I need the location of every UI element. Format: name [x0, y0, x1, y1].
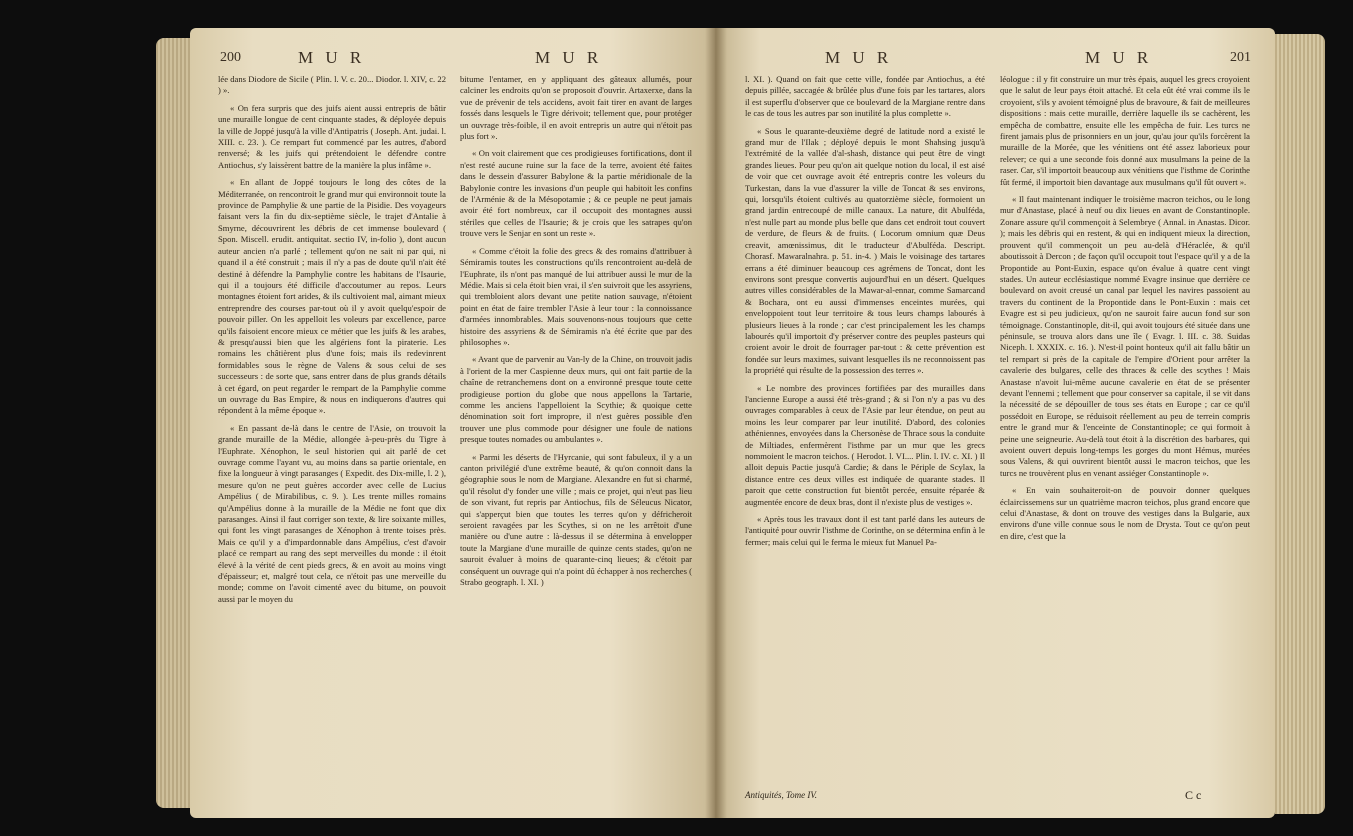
paragraph: lée dans Diodore de Sicile ( Plin. l. V. c. 20... Diodor. l. XIV, c. 22 ) ». — [218, 74, 446, 96]
left-page-column-2 — [460, 74, 692, 594]
paragraph: « En allant de Joppé toujours le long des côtes de la Méditerranée, on rencontroit le grand mur qui environnoit toute la province de Pamphylie & une partie de la Pisidie. Des voyageurs faisant vers la fin du dix-septième siècle, le trajet d'Antalie à Smyrne, découvrirent les débris de cet immense boulevard ( Spon. Miscell. erudit. antiquitat. sectio IV, in-folio ), dont aucun auteur ancien n'a parlé ; tellement qu'on ne sait ni par qui, ni quand il a été construit ; mais il n'y a pas de doute qu'il n'ait été destiné à défendre la Pamphylie contre les habitans de l'Isaurie, qui il a toujours été difficile d'accoutumer au repos. Leurs montagnes étoient fort arides, & ils cultivoient mal, aimant mieux entreprendre des courses par-tout où il y avoit quelqu'espoir de pouvoir piller. On les appelloit les voleurs par excellence, parce qu'ils faisoient encore mieux ce métier que les juifs & les arabes, & presqu'aussi bien que les algériens font la piraterie. Les romains les châtièrent plus d'une fois; mais ils redevinrent formidables sous le règne de Valens & sous celui de ses successeurs : de sorte que, sans entrer dans de plus grands détails à cet égard, on peut regarder le rempart de la Pamphylie comme un ouvrage du Bas Empire, & nous en indiquerons d'autres qui répondent à la même époque ». — [218, 177, 446, 416]
running-head-right-col2: M U R — [1085, 48, 1153, 67]
running-head-left-col2: M U R — [535, 48, 603, 67]
left-page-edges — [156, 38, 190, 808]
paragraph: bitume l'entamer, en y appliquant des gâteaux allumés, pour calciner les endroits qu'on se proposoit d'ouvrir. Artaxerxe, dans la vue de prévenir de tels accidens, avoit fait tirer en avant de larges fossés dans lesquels le Tigre dérivoit; tellement que, pour protéger un ouvrage très-foible, il en avoit entrepris un autre qui n'étoit pas plus fort ». — [460, 74, 692, 142]
paragraph: l. XI. ). Quand on fait que cette ville, fondée par Antiochus, a été depuis pillée, saccagée & brûlée plus d'une fois par les tartares, alors il est superflu d'observer que ce boulevard de la Margiane rentre dans le cas de tous les autres par son inutilité la plus complette ». — [745, 74, 985, 119]
paragraph: « Il faut maintenant indiquer le troisième macron teichos, ou le long mur d'Anastase, placé à neuf ou dix lieues en avant de Constantinople. Zonare assure qu'il commençoit à Selembrye ( Annal. in Anastas. Dicor. ); mais les débris qui en restent, & qui en indiquent mieux la direction, prouvent qu'il commençoit un peu au-delà d'Héraclée, & qu'il aboutissoit à Dercon ; de façon qu'il occupoit tout l'espace qu'il y a de la Propontide au Pont-Euxin, espace qu'on évalue à quatre cent vingt stades. Un auteur ecclésiastique nommé Evagre insinue que derrière ce boulevard on avoit creusé un canal par lequel les navires passoient au travers du continent de la Propontide dans le Pont-Euxin : mais cet Evagre est si peu judicieux, qu'on ne sauroit faire aucun fond sur son témoignage. Constantinople, dit-il, qui avoit toujours été située dans une péninsule, se trouva alors dans une île ( Evagr. l. III. c. 38. Suidas Niceph. l. XXXIX. c. 16. ). N'est-il point honteux qu'il ait fallu bâtir un tel rempart si près de la capitale de l'empire d'Orient pour arrêter la cavalerie des bulgares, celle des thraces & celle des scythes ! Mais Anastase n'avoit lui-même aucune cavalerie en état de se présenter devant l'ennemi ; tellement que pour conserver sa capitale, il se vit dans la nécessité de se dépouiller de tous ses états en Europe ; car ce qu'il possédoit en Europe, se réduisoit réellement au peu de terrein compris entre le grand mur & l'enceinte de Constantinople; ce qui formoit à peine une seigneurie. Au-delà tout étoit à la discrétion des barbares, qui avoient ouvert depuis long-temps les gorges du mont Hémus, murées sous Valens, & qui ouvrirent bientôt aussi le macron teichos, que les turcs ne trouvèrent plus en venant assiéger Constantinople ». — [1000, 194, 1250, 478]
paragraph: « Le nombre des provinces fortifiées par des murailles dans l'ancienne Europe a aussi été très-grand ; & si l'on n'y a pas vu des ouvrages comparables à ceux de l'Asie par leur étendue, on peut au moins les leur comparer par leur inutilité. D'abord, des colonies athéniennes, envoyées dans la Chersonèse de Thrace sous la conduite de Miltiades, enfermèrent l'isthme par un mur que les grecs nommoient le macron teichos. ( Herodot. l. VI.... Plin. l. IV. c. XI. ) Il alloit depuis Pactie jusqu'à Cardie; & dans le Périple de Scylax, la distance entre ces deux villes est indiquée de quarante stades. Il paroit que cette construction fut bientôt percée, ensuite réparée & augmentée encore de deux bras, dont il n'existe plus de vestiges ». — [745, 382, 985, 507]
running-head-right-col1: M U R — [825, 48, 893, 67]
left-page — [190, 28, 715, 818]
right-page-column-2 — [1000, 74, 1250, 548]
right-page-edges — [1275, 34, 1325, 814]
paragraph: « Après tous les travaux dont il est tant parlé dans les auteurs de l'antiquité pour ouvrir l'isthme de Corinthe, on se détermina enfin à le fermer; mais celui qui le ferma le mieux fut Manuel Pa- — [745, 514, 985, 547]
page-number-left: 200 — [220, 50, 241, 65]
paragraph: « Sous le quarante-deuxième degré de latitude nord a existé le grand mur de l'Ilak ; déployé depuis le mont Shahsing jusqu'à l'extrémité de la vallée d'al-shash, distance qui peut être de vingt grandes lieues. Pour peu qu'on ait quelque notion du local, il est aisé de voir que cet ouvrage avoit été entrepris contre les voleurs du Turkestan, dans la vue d'assurer la ville de Toncat & ses environs, qui, lorsqu'ils étoient cultivés au quatorzième siècle, formoient un grand jardin entrecoupé de mille canaux. La nature, dit Abulféda, n'est nulle part au monde plus belle que dans cet endroit tout couvert de verdure, de fleurs & de fruits. ( Locorum omnium quæ Deus creavit, amœnissimus, dit le traducteur d'Abulféda. Descript. Chorasf. Mawaralnahra. p. 51. in-4. ) Mais le voisinage des tartares errans a été diminuer beaucoup ces agrémens de Toncat, dont les environs sont presque convertis aujourd'hui en un désert. Quelques autres villes considérables de la Mawar-al-ennar, comme Samarcand & Bochara, ont eu aussi d'immenses enceintes murées, qui enveloppoient tout leur territoire & tous leurs champs labourés à plusieurs lieues à la ronde ; car c'est principalement les les champs labourés qu'il importoit d'y préserver contre des peuples pasteurs qui croient avoir le droit de fourrager par-tout : & cette prévention est fondée sur leurs maximes, suivant lesquelles ils ne reconnoissent pas la propriété qui résulte de la possession des terres ». — [745, 125, 985, 376]
open-book — [150, 28, 1330, 818]
paragraph: « En vain souhaiteroit-on de pouvoir donner quelques éclaircissemens sur un quatrième macron teichos, plus grand encore que celui d'Anastase, & dont on trouve des vestiges dans la Bulgarie, aux environs d'une ville connue sous le nom de Drysta. Tout ce qu'on peut en dire, c'est que la — [1000, 485, 1250, 541]
book-gutter — [705, 28, 727, 818]
right-page — [715, 28, 1275, 818]
paragraph: « Avant que de parvenir au Van-ly de la Chine, on trouvoit jadis à l'orient de la mer Caspienne deux murs, qui ont fait partie de la chaîne de retranchemens dont on a environné presque toute cette prodigieuse portion du globe que nous appellons la Tartarie, comme les anciens l'appelloient la Scythie; & quoique cette dénomination soit fort impropre, il n'est guères possible d'en trouver une plus commode pour désigner une foule de nations presque toutes nomades ou ambulantes ». — [460, 354, 692, 445]
running-head-left-col1: M U R — [298, 48, 366, 67]
paragraph: « Parmi les déserts de l'Hyrcanie, qui sont fabuleux, il y a un canton privilégié d'une extrême beauté, & qu'on connoit dans la géographie sous le nom de Margiane. Alexandre en fut si charmé, qu'il résolut d'y fonder une ville ; mais ce projet, qui n'eut pas lieu de son vivant, fut repris par Antiochus, fils de Séleucus Nicator, qui s'apperçut bien que toutes les terres qu'on y défricheroit seroient ravagées par les Scythes, si on ne les arrêtoit d'une manière ou d'une autre : là-dessus il se détermina à envelopper toute la Margiane d'une muraille de quinze cents stades, qu'on ne sauroit évaluer à moins de quarante-cinq lieues; & c'étoit par conséquent un ouvrage qui n'a point dû échapper à nos recherches ( Strabo geograph. l. XI. ) — [460, 451, 692, 588]
paragraph: « On voit clairement que ces prodigieuses fortifications, dont il n'est resté aucune ruine sur la face de la terre, avoient été faites dans le dessein d'assurer Babylone & la partie méridionale de la Babylonie contre les invasions d'un peuple qui habitoit les confins de l'Arménie & de la Mésopotamie ; & ce peuple ne peut jamais avoir été fort nombreux, car il occupoit des montagnes aussi stériles que celles de l'Isaurie; & je crois que les satrapes qu'on trouve vers le Senjar en sont un reste ». — [460, 148, 692, 239]
left-page-column-1 — [218, 74, 446, 611]
paragraph: « En passant de-là dans le centre de l'Asie, on trouvoit la grande muraille de la Médie, allongée à-peu-près du Tigre à l'Euphrate. Xénophon, le seul historien qui ait parlé de cet ouvrage comme l'ayant vu, au moins dans sa partie orientale, en fixe la longueur à vingt parasanges ( Expedit. des Dix-mille, l. 2 ), mesure qu'on ne peut guères accorder avec celle de Lucius Ampélius ( de Mirabilibus, c. 9. ). Les trente milles romains qu'Ampélius donne à la muraille de la Médie ne font que dix parasanges. Ainsi il faut corriger son texte, & lire soixante milles, qui font les vingt parasanges de Xénophon à trente toises près. Mais ce qu'il y a d'impardonnable dans Ampélius, c'est d'avoir placé ce rempart au rang des sept merveilles du monde : il étoit élevé à la vérité de cent pieds grecs, & en avoit au moins vingt d'épaisseur; et, malgré tout cela, ce n'étoit pas une merveille du monde; comme on l'avoit cimenté avec du bitume, on pouvoit aussi par le moyen du — [218, 422, 446, 604]
footer-signature: C c — [1185, 788, 1202, 802]
right-page-column-1 — [745, 74, 985, 554]
page-number-right: 201 — [1230, 50, 1251, 65]
paragraph: « On fera surpris que des juifs aient aussi entrepris de bâtir une muraille longue de cent cinquante stades, & déployée depuis la ville de Joppé jusqu'à la ville d'Antipatris ( Joseph. Ant. judai. l. XIII. c. 23. ). Ce rempart fut commencé par les autres, d'abord renversé; & les juifs qui prétendoient le défendre contre Antiochus, s'y laissèrent battre de la manière la plus infâme ». — [218, 102, 446, 170]
footer-volume: Antiquités, Tome IV. — [745, 790, 818, 800]
paragraph: « Comme c'étoit la folie des grecs & des romains d'attribuer à Sémiramis toutes les constructions qu'ils rencontroient au-delà de l'Euphrate, ils n'ont pas manqué de lui attribuer aussi le mur de la Médie. Mais si cela étoit bien vrai, il s'en suivroit que les assyriens, qui trembloient alors devant une petite nation sauvage, n'étoient point en état de faire trembler l'Asie à leur tour : la connoissance d'armées innombrables. Mais souvenons-nous toujours que cette histoire des assyriens & de Sémiramis n'a été écrite que par des philosophes ». — [460, 245, 692, 347]
paragraph: léologue : il y fit construire un mur très épais, auquel les grecs croyoient que le salut de leur pays étoit attaché. Et cela eût été vrai comme ils le croyoient, s'ils y avoient témoigné plus de bravoure, & fait de meilleures dispositions : mais cette muraille, derrière laquelle ils se cachèrent, les empêcha de combattre, ensuite elle les empêcha de fuir. Les turcs ne firent jamais plus de prisonniers en un jour, qu'au jour qu'ils forcèrent la muraille de la Morée, que les vénitiens ont été assez laborieux pour relever; ce qui a une seconde fois donné aux musulmans la peine de la raser. Car, s'il importoit beaucoup aux vénitiens que l'isthme de Corinthe fût fermé, il importoit bien davantage aux musulmans qu'il fût ouvert ». — [1000, 74, 1250, 187]
